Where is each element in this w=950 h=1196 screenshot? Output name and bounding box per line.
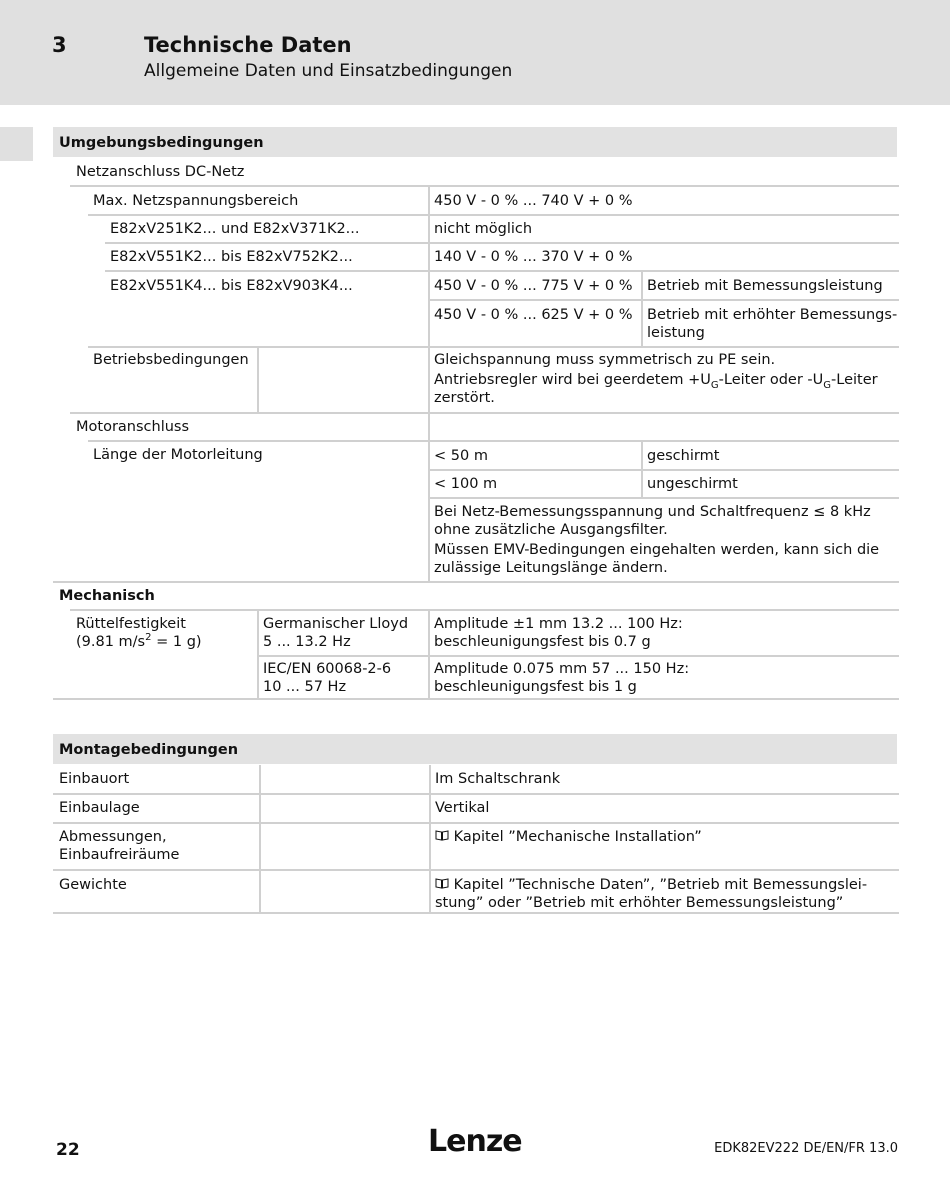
section-title-environment: Umgebungsbedingungen	[59, 135, 264, 151]
mounting-row-value-cont: stung” oder ”Betrieb mit erhöhter Bemessungsleistung”	[435, 895, 844, 911]
column-divider	[257, 347, 259, 413]
dc-net-label: Netzanschluss DC-Netz	[76, 164, 245, 180]
chapter-subtitle: Allgemeine Daten und Einsatzbedingungen	[144, 61, 513, 81]
cable-2-note: ungeschirmt	[647, 476, 738, 492]
model-group-3-note-b-line2: leistung	[647, 325, 705, 341]
std2-value-line2: beschleunigungsfest bis 1 g	[434, 679, 637, 695]
side-tab-marker	[0, 127, 33, 161]
divider	[88, 440, 899, 442]
column-divider	[259, 765, 261, 913]
std2-line2: 10 ... 57 Hz	[263, 679, 347, 695]
model-group-3-value-b: 450 V - 0 % ... 625 V + 0 %	[434, 307, 633, 323]
motor-label: Motoranschluss	[76, 419, 190, 435]
mounting-row-value: Kapitel ”Technische Daten”, ”Betrieb mit Bemessungslei-	[435, 876, 867, 894]
divider	[70, 412, 899, 414]
std2-line1: IEC/EN 60068-2-6	[263, 661, 392, 677]
divider	[105, 270, 899, 272]
mounting-row-label: Einbaulage	[59, 800, 140, 816]
cable-note-line2: ohne zusätzliche Ausgangsfilter.	[434, 522, 668, 538]
column-divider	[428, 186, 430, 582]
page-number: 22	[56, 1140, 80, 1160]
lenze-logo: Lenze	[428, 1124, 522, 1159]
cable-1-value: < 50 m	[434, 448, 488, 464]
cable-note-line1: Bei Netz-Bemessungsspannung und Schaltfrequenz ≤ 8 kHz	[434, 504, 871, 520]
model-group-2: E82xV551K2... bis E82xV752K2...	[110, 249, 353, 265]
model-group-3-note-a: Betrieb mit Bemessungsleistung	[647, 278, 883, 294]
divider	[53, 822, 899, 824]
model-group-3-value-a: 450 V - 0 % ... 775 V + 0 %	[434, 278, 633, 294]
section-title-mounting: Montagebedingungen	[59, 742, 239, 758]
divider	[53, 912, 899, 914]
chapter-header	[0, 0, 950, 105]
vibration-sub-label: (9.81 $m/s^2 = 1$ g)	[76, 632, 202, 650]
cable-1-note: geschirmt	[647, 448, 720, 464]
divider	[258, 655, 899, 657]
chapter-title: Technische Daten	[144, 33, 352, 57]
divider	[105, 242, 899, 244]
operating-line2: Antriebsregler wird bei geerdetem $+U_G$-Leiter oder $-U_G$-Leiter	[434, 372, 878, 391]
mounting-row-value: Kapitel ”Mechanische Installation”	[435, 828, 702, 846]
model-group-2-value: 140 V - 0 % ... 370 V + 0 %	[434, 249, 633, 265]
max-voltage-value: 450 V - 0 % ... 740 V + 0 %	[434, 193, 633, 209]
column-divider	[641, 271, 643, 347]
mounting-row-label: Einbaufreiräume	[59, 847, 180, 863]
std1-line2: 5 ... 13.2 Hz	[263, 634, 351, 650]
model-group-1: E82xV251K2... und E82xV371K2...	[110, 221, 360, 237]
model-group-3-note-b-line1: Betrieb mit erhöhter Bemessungs-	[647, 307, 898, 323]
operating-line1: Gleichspannung muss symmetrisch zu PE sein.	[434, 352, 776, 368]
mounting-row-label: Gewichte	[59, 877, 127, 893]
cable-note-line3: Müssen EMV-Bedingungen eingehalten werden, kann sich die	[434, 542, 880, 558]
divider	[429, 469, 899, 471]
book-icon	[435, 876, 449, 894]
model-group-3: E82xV551K4... bis E82xV903K4...	[110, 278, 353, 294]
divider	[53, 581, 899, 583]
column-divider	[257, 610, 259, 699]
std1-value-line1: Amplitude ±1 mm 13.2 ... 100 Hz:	[434, 616, 683, 632]
max-voltage-label: Max. Netzspannungsbereich	[93, 193, 299, 209]
divider	[70, 185, 899, 187]
operating-label: Betriebsbedingungen	[93, 352, 249, 368]
column-divider	[641, 441, 643, 498]
mechanical-title: Mechanisch	[59, 588, 155, 604]
divider	[53, 869, 899, 871]
cable-2-value: < 100 m	[434, 476, 498, 492]
divider	[70, 609, 899, 611]
vibration-label: Rüttelfestigkeit	[76, 616, 186, 632]
std1-line1: Germanischer Lloyd	[263, 616, 409, 632]
divider	[88, 214, 899, 216]
cable-note-line4: zulässige Leitungslänge ändern.	[434, 560, 668, 576]
cable-length-label: Länge der Motorleitung	[93, 447, 263, 463]
divider	[88, 346, 899, 348]
model-group-1-value: nicht möglich	[434, 221, 533, 237]
mounting-row-value: Im Schaltschrank	[435, 771, 561, 787]
chapter-number: 3	[52, 33, 67, 57]
mounting-row-label: Abmessungen,	[59, 829, 167, 845]
mounting-row-label: Einbauort	[59, 771, 130, 787]
std2-value-line1: Amplitude 0.075 mm 57 ... 150 Hz:	[434, 661, 690, 677]
divider	[53, 698, 899, 700]
divider	[429, 497, 899, 499]
divider	[429, 299, 899, 301]
std1-value-line2: beschleunigungsfest bis 0.7 g	[434, 634, 651, 650]
document-id: EDK82EV222 DE/EN/FR 13.0	[714, 1141, 898, 1156]
divider	[53, 793, 899, 795]
column-divider	[428, 610, 430, 699]
mounting-row-value: Vertikal	[435, 800, 490, 816]
book-icon	[435, 828, 449, 846]
column-divider	[429, 765, 431, 913]
operating-line3: zerstört.	[434, 390, 495, 406]
